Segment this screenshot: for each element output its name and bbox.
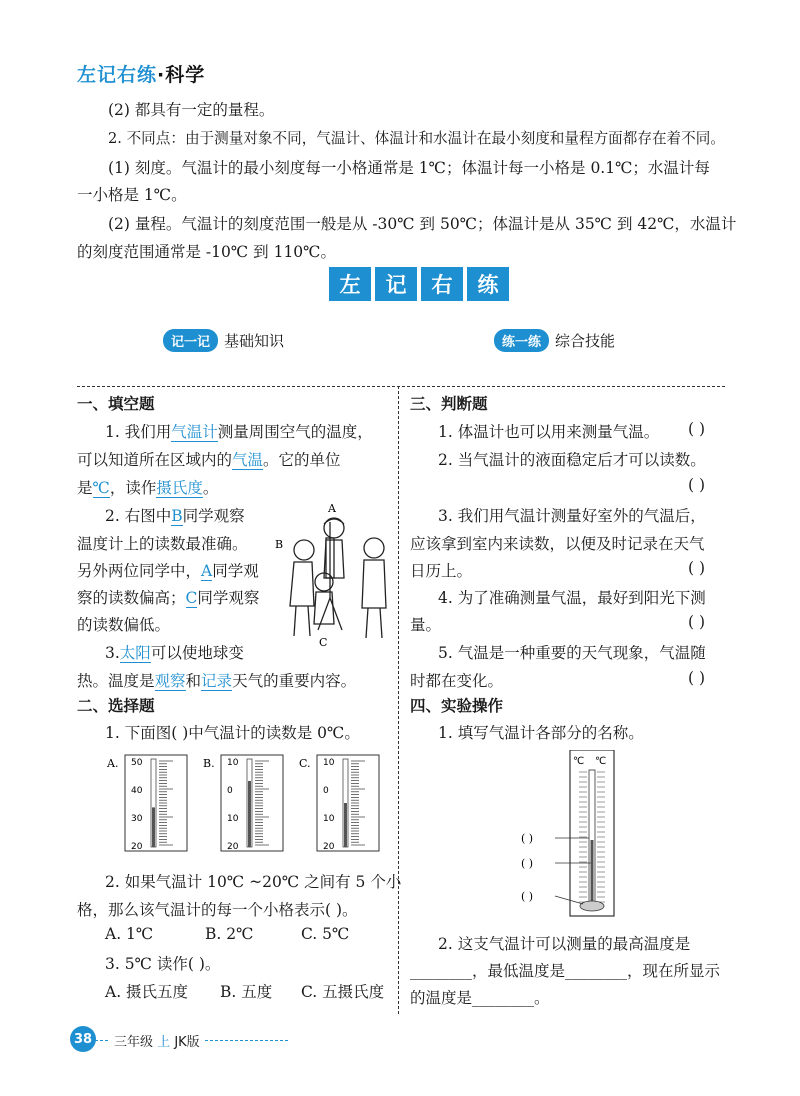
- choice-q2-option-b: B. 2℃: [205, 925, 254, 943]
- pill-skills: [494, 329, 615, 351]
- choice-q2-line-2: 格，那么该气温计的每一个小格表示( )。: [77, 901, 358, 919]
- answer-text: C: [185, 589, 198, 607]
- choice-q1: 1. 下面图( )中气温计的读数是 0℃。: [105, 724, 360, 742]
- tick-label: 0: [323, 786, 329, 796]
- tf-q4-line-1: 4. 为了准确测量气温，最好到阳光下测: [438, 589, 706, 607]
- banner-char: 右: [421, 267, 463, 301]
- q2-line-3: 另外两位同学中，A同学观: [77, 562, 259, 580]
- section-multiple-choice: 二、选择题: [77, 697, 155, 715]
- thermometer-options: [107, 753, 397, 853]
- option-label: A.: [107, 757, 119, 770]
- intro-line-5: (2) 量程。气温计的刻度范围一般是从 -30℃ 到 50℃；体温计是从 35℃ 到 42℃，水温计: [108, 215, 737, 233]
- divider-vertical: [398, 386, 399, 1014]
- q1-line-1: 1. 我们用气温计测量周围空气的温度，: [105, 423, 373, 441]
- tick-label: 10: [323, 814, 335, 824]
- banner-char: 记: [375, 267, 417, 301]
- tick-label: 40: [131, 786, 143, 796]
- children-observing-illustration: [272, 498, 394, 650]
- experiment-q2-line-1: 2. 这支气温计可以测量的最高温度是: [438, 935, 691, 953]
- book-header: [77, 60, 205, 87]
- tick-label: 20: [227, 842, 239, 852]
- tick-label: 20: [323, 842, 335, 852]
- q2-line-5: 的读数偏低。: [77, 616, 171, 634]
- intro-line-3: (1) 刻度。气温计的最小刻度每一小格通常是 1℃；体温计每一小格是 0.1℃；水温计每: [108, 159, 710, 177]
- tick-label: 10: [227, 758, 239, 768]
- q2-line-4: 察的读数偏高；C同学观察: [77, 589, 260, 607]
- q3-line-2: 热。温度是观察和记录天气的重要内容。: [77, 672, 357, 690]
- intro-line-4: 一小格是 1℃。: [77, 186, 187, 204]
- thermometer-option[interactable]: [107, 755, 187, 852]
- tick-label: 10: [227, 814, 239, 824]
- tf-q4-line-2: 量。: [410, 616, 442, 634]
- tf-q3-line-3: 日历上。: [410, 562, 473, 580]
- choice-q3-option-a: A. 摄氏五度: [105, 983, 189, 1001]
- answer-text: 摄氏度: [156, 479, 203, 497]
- thermometer-bulb: [580, 901, 604, 911]
- choice-q3-option-b: B. 五度: [220, 983, 273, 1001]
- answer-text: B: [171, 507, 183, 525]
- answer-text: 气温计: [171, 423, 218, 441]
- pill-tag: 练一练: [494, 329, 549, 352]
- tick-label: 0: [227, 786, 233, 796]
- tick-label: 30: [131, 814, 143, 824]
- tf-q5-line-1: 5. 气温是一种重要的天气现象，气温随: [438, 644, 706, 662]
- section-experiment: 四、实验操作: [410, 697, 504, 715]
- choice-q2-option-a: A. 1℃: [105, 925, 154, 943]
- answer-bracket[interactable]: ( ): [688, 559, 706, 577]
- thermometer-option[interactable]: [299, 755, 379, 852]
- answer-bracket[interactable]: ( ): [688, 420, 706, 438]
- answer-bracket[interactable]: ( ): [688, 669, 706, 687]
- tick-label: 20: [131, 842, 143, 852]
- q1-line-2: 可以知道所在区域内的气温。它的单位: [77, 451, 341, 469]
- pill-label: 综合技能: [555, 331, 616, 350]
- section-banner: [329, 267, 509, 301]
- subject-title: 科学: [165, 64, 206, 86]
- brand-title: 左记右练: [77, 64, 158, 86]
- liquid-column: [248, 781, 251, 847]
- tf-q2: 2. 当气温计的液面稳定后才可以读数。: [438, 451, 706, 469]
- choice-q3: 3. 5℃ 读作( )。: [105, 955, 221, 973]
- q2-line-2: 温度计上的读数最准确。: [77, 535, 248, 553]
- answer-text: 观察: [154, 672, 186, 690]
- footer-edition: 三年级 上 JK版: [110, 1031, 204, 1050]
- q3-line-1: 3.太阳可以使地球变: [105, 644, 244, 662]
- choice-q2-line-1: 2. 如果气温计 10℃ ~20℃ 之间有 5 个小: [105, 873, 402, 891]
- tf-q3-line-1: 3. 我们用气温计测量好室外的气温后，: [438, 507, 706, 525]
- thermometer-options-drawing: [107, 753, 397, 853]
- banner-char: 左: [329, 267, 371, 301]
- section-fill-blank: 一、填空题: [77, 395, 155, 413]
- pill-tag: 记一记: [163, 329, 218, 352]
- experiment-q2-line-2[interactable]: ________，最低温度是________，现在所显示: [410, 962, 721, 980]
- part-label-3: ( ): [521, 890, 534, 903]
- part-label-2: ( ): [521, 857, 534, 870]
- banner-char: 练: [467, 267, 509, 301]
- part-label-1: ( ): [521, 832, 534, 845]
- tf-q5-line-2: 时都在变化。: [410, 672, 504, 690]
- liquid-column: [152, 807, 155, 847]
- unit-left: ℃: [573, 756, 585, 767]
- figure-label-a: A: [328, 502, 336, 515]
- unit-right: ℃: [595, 756, 607, 767]
- header-dot: ·: [157, 64, 166, 86]
- answer-text: 记录: [201, 672, 233, 690]
- tf-q3-line-2: 应该拿到室内来读数，以便及时记录在天气: [410, 535, 705, 553]
- tf-q1: 1. 体温计也可以用来测量气温。: [438, 423, 660, 441]
- section-true-false: 三、判断题: [410, 395, 488, 413]
- intro-line-6: 的刻度范围通常是 -10℃ 到 110℃。: [77, 243, 337, 261]
- tick-label: 50: [131, 758, 143, 768]
- experiment-q1: 1. 填写气温计各部分的名称。: [438, 724, 644, 742]
- choice-q2-option-c: C. 5℃: [301, 925, 350, 943]
- divider-horizontal: [77, 386, 725, 387]
- page-number: 38: [70, 1026, 96, 1052]
- option-label: B.: [203, 757, 215, 770]
- figure-label-b: B: [275, 538, 284, 551]
- intro-line-1: (2) 都具有一定的量程。: [108, 101, 275, 119]
- answer-text: A: [201, 562, 213, 580]
- answer-bracket[interactable]: ( ): [688, 613, 706, 631]
- pill-label: 基础知识: [224, 331, 285, 350]
- answer-text: 气温: [232, 451, 264, 469]
- thermometer-option[interactable]: [203, 755, 283, 852]
- figure-label-c: C: [319, 636, 328, 649]
- option-label: C.: [299, 757, 311, 770]
- answer-bracket[interactable]: ( ): [688, 476, 706, 494]
- liquid-column: [344, 803, 347, 847]
- experiment-q2-line-3[interactable]: 的温度是________。: [410, 989, 550, 1007]
- q2-line-1: 2. 右图中B同学观察: [105, 507, 245, 525]
- labeled-thermometer-diagram: [515, 750, 625, 922]
- choice-q3-option-c: C. 五摄氏度: [301, 983, 385, 1001]
- intro-line-2: 2. 不同点：由于测量对象不同，气温计、体温计和水温计在最小刻度和量程方面都存在着不同。: [108, 130, 725, 147]
- tick-label: 10: [323, 758, 335, 768]
- liquid-column: [591, 840, 594, 902]
- q1-line-3: 是℃，读作摄氏度。: [77, 479, 219, 497]
- answer-text: 太阳: [119, 644, 151, 662]
- pill-basic-knowledge: [163, 329, 284, 351]
- answer-text: ℃: [92, 479, 110, 497]
